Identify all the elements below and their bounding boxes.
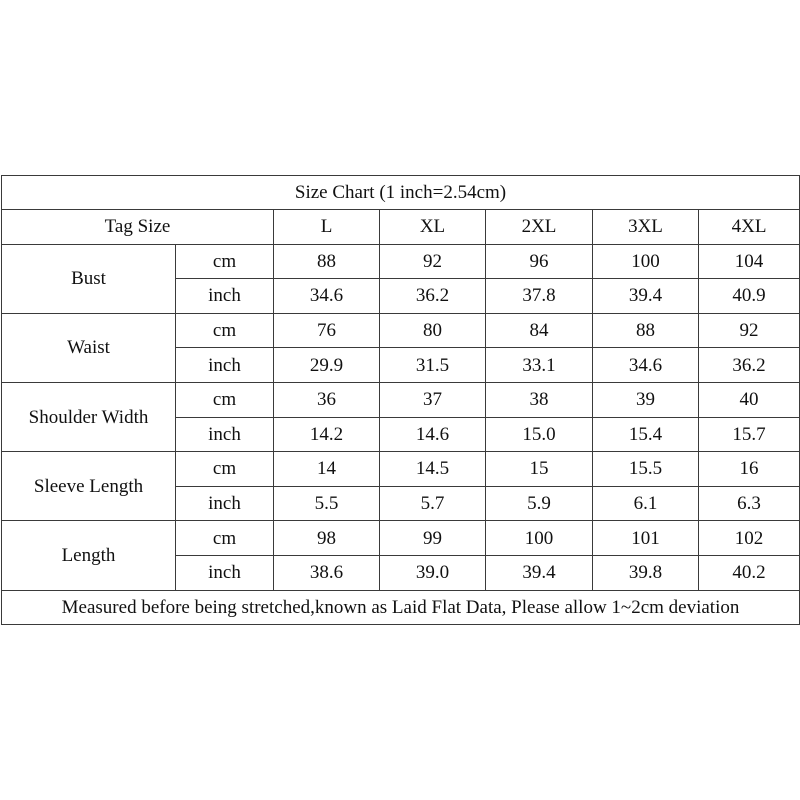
measure-label: Length: [2, 521, 176, 590]
value-cell: 39: [593, 382, 699, 417]
table-row: [2, 313, 800, 348]
value-cell: 36: [274, 382, 380, 417]
value-cell: 39.0: [380, 555, 486, 590]
title-row: [2, 176, 800, 210]
table-title: Size Chart (1 inch=2.54cm): [2, 176, 800, 210]
value-cell: 104: [699, 244, 800, 279]
value-cell: 14.6: [380, 417, 486, 452]
value-cell: 88: [593, 313, 699, 348]
value-cell: 37.8: [486, 279, 593, 314]
value-cell: 33.1: [486, 348, 593, 383]
unit-label: cm: [176, 244, 274, 279]
unit-label: cm: [176, 382, 274, 417]
unit-label: inch: [176, 486, 274, 521]
value-cell: 40.2: [699, 555, 800, 590]
value-cell: 14.2: [274, 417, 380, 452]
value-cell: 96: [486, 244, 593, 279]
measure-label: Waist: [2, 313, 176, 382]
value-cell: 5.9: [486, 486, 593, 521]
value-cell: 14.5: [380, 452, 486, 487]
note-row: [2, 590, 800, 624]
value-cell: 5.7: [380, 486, 486, 521]
value-cell: 16: [699, 452, 800, 487]
value-cell: 31.5: [380, 348, 486, 383]
size-header-2xl: 2XL: [486, 210, 593, 245]
size-header-4xl: 4XL: [699, 210, 800, 245]
measurement-note: Measured before being stretched,known as Laid Flat Data, Please allow 1~2cm deviation: [2, 590, 800, 624]
value-cell: 14: [274, 452, 380, 487]
size-header-l: L: [274, 210, 380, 245]
value-cell: 15.0: [486, 417, 593, 452]
value-cell: 5.5: [274, 486, 380, 521]
unit-label: inch: [176, 348, 274, 383]
value-cell: 92: [380, 244, 486, 279]
value-cell: 40: [699, 382, 800, 417]
table-row: [2, 521, 800, 556]
value-cell: 88: [274, 244, 380, 279]
value-cell: 6.3: [699, 486, 800, 521]
value-cell: 36.2: [380, 279, 486, 314]
value-cell: 36.2: [699, 348, 800, 383]
value-cell: 80: [380, 313, 486, 348]
value-cell: 39.8: [593, 555, 699, 590]
value-cell: 34.6: [593, 348, 699, 383]
value-cell: 40.9: [699, 279, 800, 314]
value-cell: 37: [380, 382, 486, 417]
table-row: [2, 382, 800, 417]
value-cell: 6.1: [593, 486, 699, 521]
value-cell: 99: [380, 521, 486, 556]
value-cell: 84: [486, 313, 593, 348]
unit-label: cm: [176, 452, 274, 487]
value-cell: 102: [699, 521, 800, 556]
tag-size-header: Tag Size: [2, 210, 274, 245]
size-header-xl: XL: [380, 210, 486, 245]
unit-label: cm: [176, 521, 274, 556]
size-header-3xl: 3XL: [593, 210, 699, 245]
value-cell: 34.6: [274, 279, 380, 314]
unit-label: inch: [176, 417, 274, 452]
unit-label: inch: [176, 555, 274, 590]
size-chart-table: [1, 175, 800, 625]
value-cell: 38: [486, 382, 593, 417]
value-cell: 101: [593, 521, 699, 556]
value-cell: 38.6: [274, 555, 380, 590]
value-cell: 15: [486, 452, 593, 487]
table-row: [2, 452, 800, 487]
measure-label: Bust: [2, 244, 176, 313]
measure-label: Shoulder Width: [2, 382, 176, 451]
value-cell: 15.5: [593, 452, 699, 487]
value-cell: 92: [699, 313, 800, 348]
value-cell: 39.4: [593, 279, 699, 314]
measure-label: Sleeve Length: [2, 452, 176, 521]
header-row: [2, 210, 800, 245]
value-cell: 29.9: [274, 348, 380, 383]
value-cell: 15.4: [593, 417, 699, 452]
value-cell: 98: [274, 521, 380, 556]
value-cell: 15.7: [699, 417, 800, 452]
value-cell: 100: [486, 521, 593, 556]
unit-label: inch: [176, 279, 274, 314]
unit-label: cm: [176, 313, 274, 348]
value-cell: 76: [274, 313, 380, 348]
table-row: [2, 244, 800, 279]
value-cell: 39.4: [486, 555, 593, 590]
value-cell: 100: [593, 244, 699, 279]
